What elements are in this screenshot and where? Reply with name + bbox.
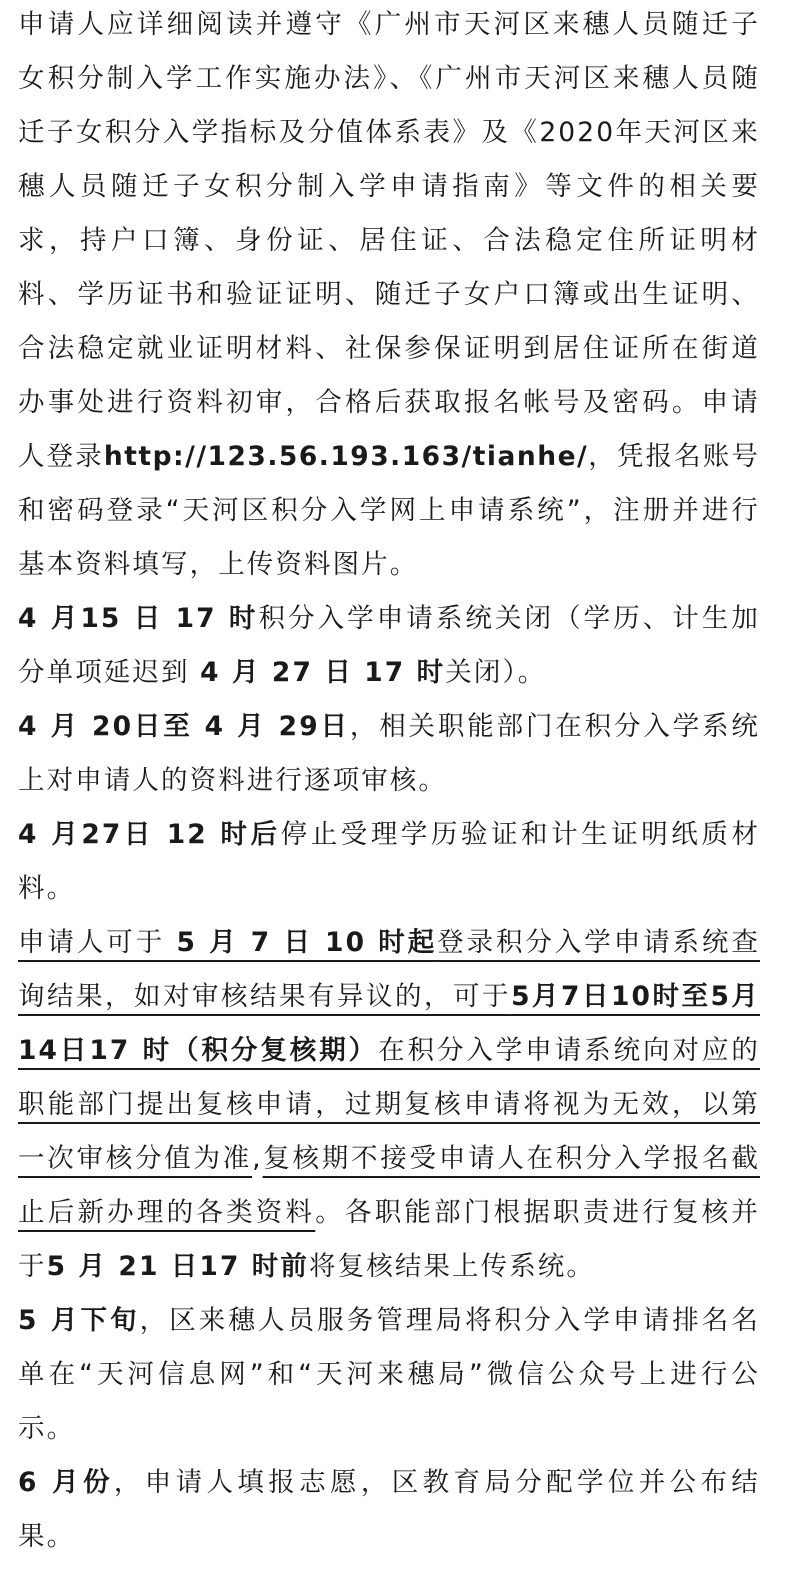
query-comma: ,	[252, 1143, 263, 1174]
paragraph-ranking	[18, 1294, 760, 1456]
query-text-3: 在积分入学申请系统向对应的职能部门提出复核申请，过期复核申请将视为无效，以第一次审核分值为准	[18, 1035, 760, 1174]
paragraph-paper-materials	[18, 808, 760, 916]
paragraph-system-close	[18, 592, 760, 700]
paragraph-review	[18, 700, 760, 808]
application-system-url: http://123.56.193.163/tianhe/	[103, 441, 589, 472]
paragraph-query-recheck	[18, 916, 760, 1294]
query-text-4: 复核期不接受申请人在积分入学报名截止后新办理的各类资料	[18, 1143, 760, 1228]
query-text-1: 申请人可于	[18, 927, 177, 958]
date-placement: 6 月份	[18, 1467, 114, 1498]
paragraph-placement	[18, 1456, 760, 1564]
review-text: ，相关职能部门在积分入学系统上对申请人的资料进行逐项审核。	[18, 711, 760, 796]
system-close-text-end: 关闭）。	[445, 657, 547, 688]
paper-materials-text: 停止受理学历验证和计生证明纸质材料。	[18, 819, 760, 904]
date-ranking: 5 月下旬	[18, 1305, 140, 1336]
paragraph-registration	[18, 0, 760, 592]
date-recheck-period: 5月7日10时至5月14日17 时（积分复核期）	[18, 981, 761, 1066]
ranking-text: ，区来穗人员服务管理局将积分入学申请排名名单在“天河信息网”和“天河来穗局”微信公众号上进行公示。	[18, 1305, 760, 1444]
query-text-5: 。各职能部门根据职责进行复核并于	[18, 1197, 760, 1282]
query-text-2: 登录积分入学申请系统查询结果，如对审核结果有异议的，可于	[18, 927, 761, 1012]
date-paper-deadline: 4 月27日 12 时后	[18, 819, 281, 850]
registration-text-cont: ，凭报名账号和密码登录“天河区积分入学网上申请系统”，注册并进行基本资料填写，上传资料图片。	[18, 441, 760, 580]
date-recheck-upload: 5 月 21 日17 时前	[46, 1251, 310, 1282]
date-review-period: 4 月 20日至 4 月 29日	[18, 711, 350, 742]
system-close-text: 积分入学申请系统关闭（学历、计生加分单项延迟到	[18, 603, 761, 688]
placement-text: ，申请人填报志愿，区教育局分配学位并公布结果。	[18, 1467, 760, 1552]
date-query-start: 5 月 7 日 10 时起	[176, 927, 438, 958]
date-extended-close: 4 月 27 日 17 时	[200, 657, 446, 688]
registration-text: 申请人应详细阅读并遵守《广州市天河区来穗人员随迁子女积分制入学工作实施办法》、《广州市天河区来穗人员随迁子女积分入学指标及分值体系表》及《2020年天河区来穗人员随迁子女积分制入学申请指南》等文件的相关要求，持户口簿、身份证、居住证、合法稳定住所证明材料、学历证书和验证证明、随迁子女户口簿或出生证明、合法稳定就业证明材料、社保参保证明到居住证所在街道办事处进行资料初审，合格后获取报名帐号及密码。申请人登录	[18, 9, 760, 472]
date-system-close: 4 月15 日 17 时	[18, 603, 259, 634]
query-text-6: 将复核结果上传系统。	[309, 1251, 596, 1282]
